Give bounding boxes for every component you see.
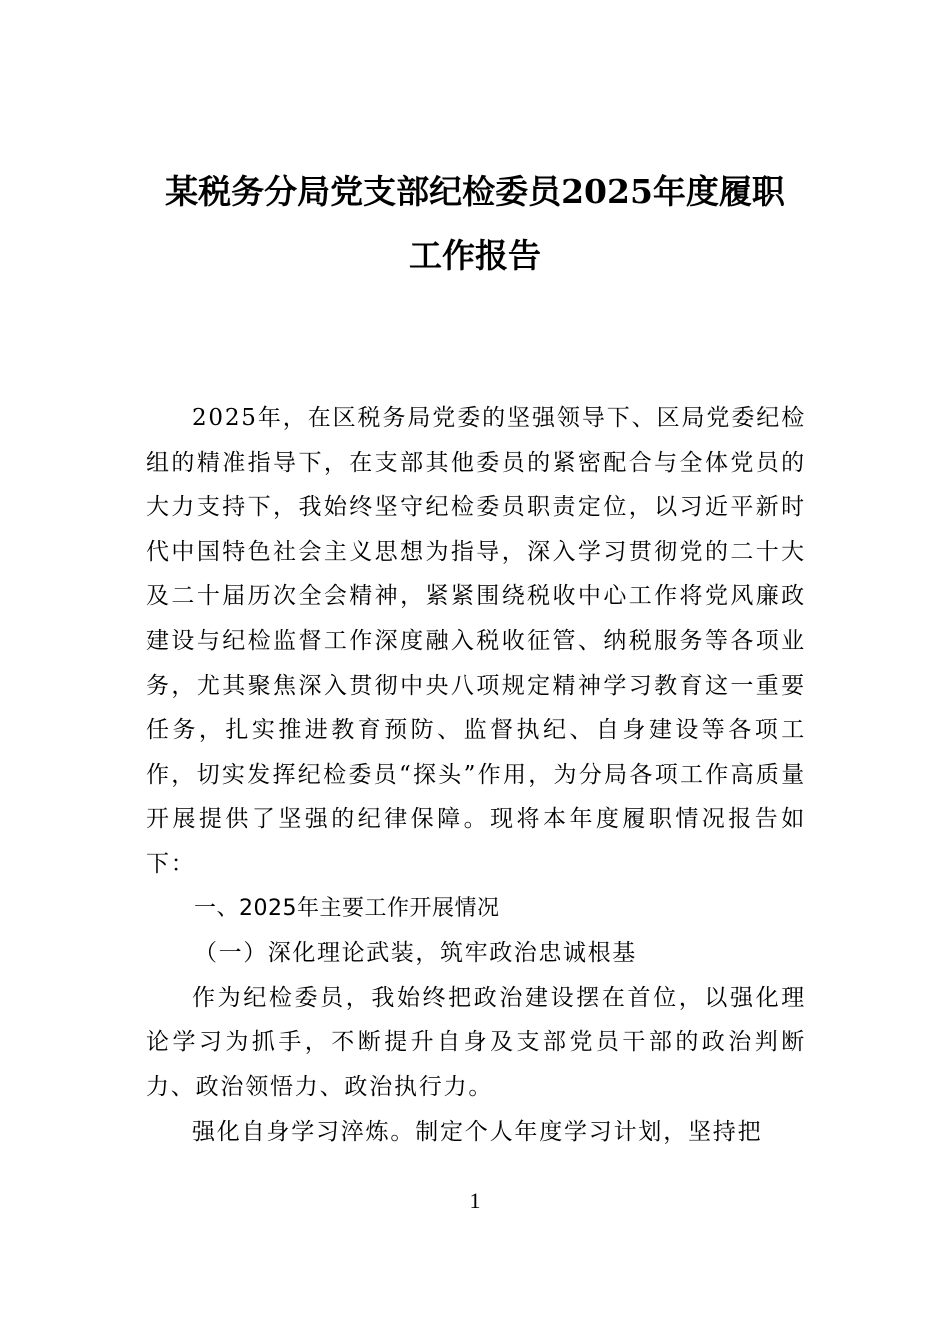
study-paragraph: 强化自身学习淬炼。制定个人年度学习计划，坚持把 bbox=[192, 1118, 763, 1145]
document-title bbox=[140, 160, 810, 288]
subsection-paragraph-1: 作为纪检委员，我始终把政治建设摆在首位，以强化理论学习为抓手，不断提升自身及支部党员干部的政治判断力、政治领悟力、政治执行力。 bbox=[146, 984, 806, 1100]
section-heading-1: 一、2025年主要工作开展情况 bbox=[194, 895, 500, 921]
title-line-1: 某税务分局党支部纪检委员2025年度履职 bbox=[165, 172, 785, 211]
subsection-heading-1: （一）深化理论武装，筑牢政治忠诚根基 bbox=[194, 940, 637, 967]
title-line-2: 工作报告 bbox=[409, 236, 541, 275]
page-number: 1 bbox=[469, 1188, 481, 1213]
document-body bbox=[146, 396, 806, 1154]
intro-paragraph: 2025年，在区税务局党委的坚强领导下、区局党委纪检组的精准指导下，在支部其他委员的紧密配合与全体党员的大力支持下，我始终坚守纪检委员职责定位，以习近平新时代中国特色社会主义思想为指导，深入学习贯彻党的二十大及二十届历次全会精神，紧紧围绕税收中心工作将党风廉政建设与纪检监督工作深度融入税收征管、纳税服务等各项业务，尤其聚焦深入贯彻中央八项规定精神学习教育这一重要任务，扎实推进教育预防、监督执纪、自身建设等各项工作，切实发挥纪检委员“探头”作用，为分局各项工作高质量开展提供了坚强的纪律保障。现将本年度履职情况报告如下： bbox=[146, 405, 806, 877]
